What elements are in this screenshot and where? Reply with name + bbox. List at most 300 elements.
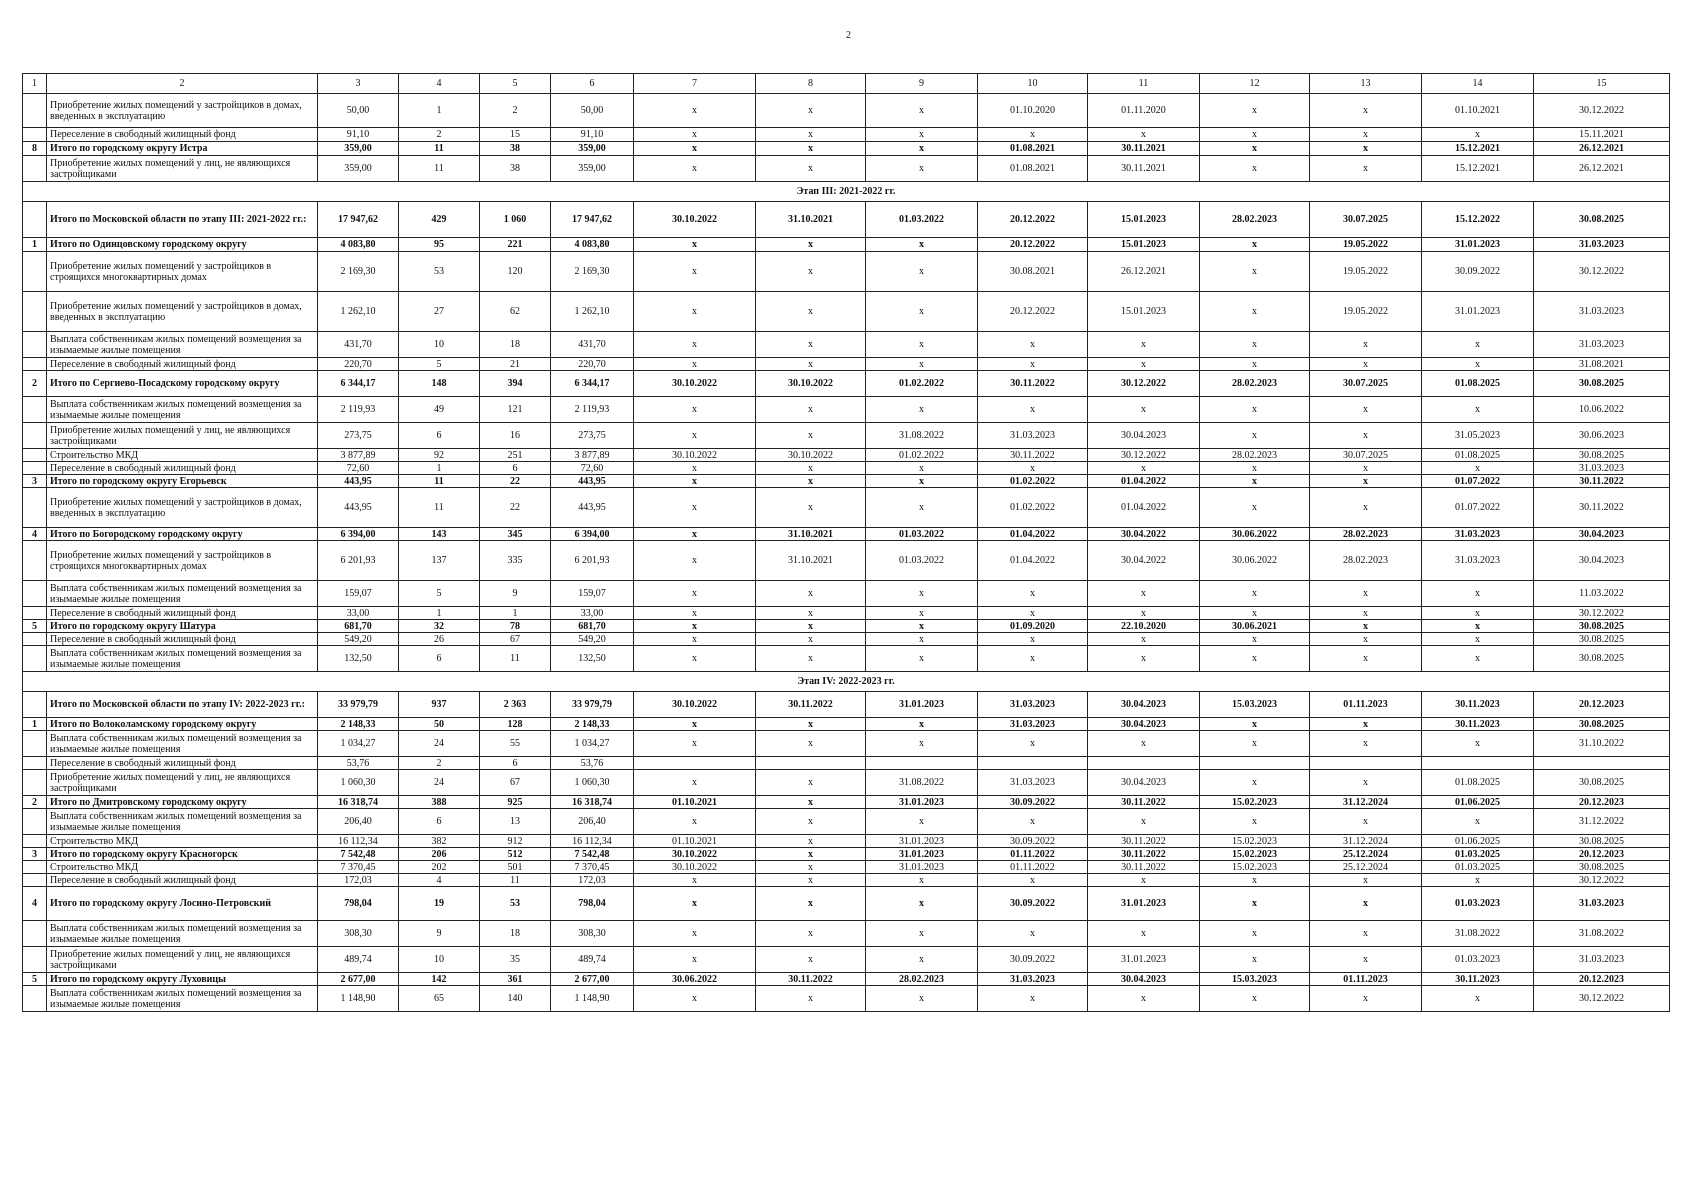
value-cell: 359,00 bbox=[551, 142, 634, 156]
value-cell: 31.12.2024 bbox=[1310, 835, 1422, 848]
value-cell: 28.02.2023 bbox=[1200, 371, 1310, 397]
value-cell: x bbox=[756, 607, 866, 620]
value-cell: 65 bbox=[399, 986, 480, 1012]
value-cell: x bbox=[1422, 620, 1534, 633]
column-number-cell: 1 bbox=[23, 74, 47, 94]
value-cell: 01.08.2025 bbox=[1422, 449, 1534, 462]
value-cell: x bbox=[866, 128, 978, 142]
value-cell: 4 bbox=[399, 874, 480, 887]
value-cell: x bbox=[978, 397, 1088, 423]
value-cell: 31.01.2023 bbox=[866, 835, 978, 848]
value-cell: x bbox=[1088, 128, 1200, 142]
row-number-cell bbox=[23, 292, 47, 332]
value-cell: x bbox=[756, 620, 866, 633]
value-cell: x bbox=[1088, 633, 1200, 646]
value-cell: 2 148,33 bbox=[551, 718, 634, 731]
value-cell: 30.08.2025 bbox=[1534, 633, 1670, 646]
value-cell: x bbox=[1088, 332, 1200, 358]
row-number-cell: 3 bbox=[23, 848, 47, 861]
value-cell: x bbox=[634, 156, 756, 182]
row-label-cell: Переселение в свободный жилищный фонд bbox=[47, 128, 318, 142]
row-label-cell: Итого по городскому округу Шатура bbox=[47, 620, 318, 633]
value-cell: 681,70 bbox=[551, 620, 634, 633]
table-row bbox=[23, 156, 1670, 182]
value-cell: x bbox=[1422, 646, 1534, 672]
value-cell: 01.03.2025 bbox=[1422, 861, 1534, 874]
value-cell: 11 bbox=[399, 142, 480, 156]
value-cell: x bbox=[1310, 156, 1422, 182]
value-cell: 31.03.2023 bbox=[1534, 887, 1670, 921]
row-label-cell: Итого по Волоколамскому городскому округу bbox=[47, 718, 318, 731]
value-cell: 49 bbox=[399, 397, 480, 423]
value-cell: x bbox=[756, 581, 866, 607]
value-cell: x bbox=[866, 581, 978, 607]
value-cell: 30.11.2022 bbox=[1088, 848, 1200, 861]
value-cell: 50,00 bbox=[318, 94, 399, 128]
value-cell: 443,95 bbox=[318, 488, 399, 528]
value-cell: x bbox=[756, 646, 866, 672]
value-cell: 4 083,80 bbox=[551, 238, 634, 252]
value-cell: 11 bbox=[480, 646, 551, 672]
value-cell: 6 bbox=[480, 462, 551, 475]
value-cell: x bbox=[1310, 358, 1422, 371]
value-cell: x bbox=[634, 94, 756, 128]
value-cell: x bbox=[756, 947, 866, 973]
value-cell: 30.04.2023 bbox=[1088, 718, 1200, 731]
value-cell: 15.02.2023 bbox=[1200, 835, 1310, 848]
value-cell: x bbox=[866, 252, 978, 292]
value-cell: 31.01.2023 bbox=[1422, 238, 1534, 252]
value-cell: 30.12.2022 bbox=[1088, 371, 1200, 397]
row-label-cell: Выплата собственникам жилых помещений возмещения за изымаемые жилые помещения bbox=[47, 986, 318, 1012]
value-cell: x bbox=[756, 848, 866, 861]
value-cell: 01.10.2021 bbox=[634, 796, 756, 809]
value-cell: x bbox=[1310, 423, 1422, 449]
value-cell: 30.12.2022 bbox=[1088, 449, 1200, 462]
table-body bbox=[23, 74, 1670, 1012]
value-cell: 19.05.2022 bbox=[1310, 292, 1422, 332]
value-cell: x bbox=[1310, 142, 1422, 156]
value-cell: x bbox=[634, 633, 756, 646]
column-number-cell: 9 bbox=[866, 74, 978, 94]
value-cell: x bbox=[634, 731, 756, 757]
value-cell: x bbox=[866, 718, 978, 731]
value-cell: 5 bbox=[399, 358, 480, 371]
value-cell: 01.09.2020 bbox=[978, 620, 1088, 633]
value-cell: 30.04.2022 bbox=[1088, 528, 1200, 541]
value-cell: 30.09.2022 bbox=[978, 835, 1088, 848]
row-number-cell bbox=[23, 462, 47, 475]
value-cell: 01.03.2022 bbox=[866, 202, 978, 238]
value-cell: x bbox=[756, 128, 866, 142]
value-cell: 30.08.2025 bbox=[1534, 202, 1670, 238]
row-label-cell: Итого по городскому округу Истра bbox=[47, 142, 318, 156]
table-row bbox=[23, 835, 1670, 848]
value-cell: 1 bbox=[399, 607, 480, 620]
value-cell: 15 bbox=[480, 128, 551, 142]
value-cell: x bbox=[1088, 581, 1200, 607]
value-cell: x bbox=[634, 581, 756, 607]
row-label-cell: Итого по городскому округу Красногорск bbox=[47, 848, 318, 861]
value-cell: x bbox=[756, 252, 866, 292]
value-cell: 30.11.2022 bbox=[978, 371, 1088, 397]
value-cell: 2 bbox=[399, 757, 480, 770]
value-cell: x bbox=[634, 718, 756, 731]
value-cell: x bbox=[1310, 462, 1422, 475]
row-number-cell bbox=[23, 607, 47, 620]
value-cell: x bbox=[634, 921, 756, 947]
value-cell: 31.03.2023 bbox=[978, 692, 1088, 718]
value-cell: x bbox=[1310, 488, 1422, 528]
value-cell: 31.01.2023 bbox=[1088, 947, 1200, 973]
value-cell: 20.12.2022 bbox=[978, 292, 1088, 332]
value-cell: x bbox=[1310, 581, 1422, 607]
value-cell: 2 bbox=[399, 128, 480, 142]
value-cell: 937 bbox=[399, 692, 480, 718]
value-cell: x bbox=[978, 332, 1088, 358]
row-number-cell bbox=[23, 581, 47, 607]
value-cell: 20.12.2023 bbox=[1534, 692, 1670, 718]
value-cell: 798,04 bbox=[318, 887, 399, 921]
value-cell: x bbox=[634, 770, 756, 796]
row-number-cell bbox=[23, 986, 47, 1012]
value-cell: 01.03.2025 bbox=[1422, 848, 1534, 861]
row-label-cell: Строительство МКД bbox=[47, 449, 318, 462]
value-cell: 6 bbox=[399, 423, 480, 449]
value-cell: x bbox=[1200, 607, 1310, 620]
row-label-cell: Приобретение жилых помещений у лиц, не являющихся застройщиками bbox=[47, 423, 318, 449]
value-cell: x bbox=[978, 731, 1088, 757]
value-cell: 148 bbox=[399, 371, 480, 397]
value-cell: x bbox=[866, 358, 978, 371]
value-cell: 143 bbox=[399, 528, 480, 541]
value-cell: 549,20 bbox=[551, 633, 634, 646]
district-total-row bbox=[23, 848, 1670, 861]
value-cell: 31.01.2023 bbox=[1422, 292, 1534, 332]
value-cell: 30.08.2025 bbox=[1534, 620, 1670, 633]
row-label-cell: Итого по Московской области по этапу IV: 2022-2023 гг.: bbox=[47, 692, 318, 718]
value-cell: 359,00 bbox=[551, 156, 634, 182]
column-number-cell: 4 bbox=[399, 74, 480, 94]
value-cell: 359,00 bbox=[318, 156, 399, 182]
value-cell: x bbox=[866, 921, 978, 947]
value-cell: 31.01.2023 bbox=[866, 692, 978, 718]
value-cell: 53 bbox=[480, 887, 551, 921]
value-cell: x bbox=[1310, 94, 1422, 128]
value-cell: 30.06.2021 bbox=[1200, 620, 1310, 633]
value-cell: 15.12.2022 bbox=[1422, 202, 1534, 238]
value-cell: 28.02.2023 bbox=[1310, 541, 1422, 581]
value-cell: 20.12.2022 bbox=[978, 238, 1088, 252]
value-cell: 30.10.2022 bbox=[634, 202, 756, 238]
value-cell: 30.08.2025 bbox=[1534, 371, 1670, 397]
value-cell: 382 bbox=[399, 835, 480, 848]
value-cell: 443,95 bbox=[318, 475, 399, 488]
value-cell: x bbox=[1200, 397, 1310, 423]
value-cell: 33 979,79 bbox=[318, 692, 399, 718]
value-cell: x bbox=[756, 874, 866, 887]
value-cell: x bbox=[1200, 718, 1310, 731]
value-cell: 30.11.2022 bbox=[1088, 796, 1200, 809]
value-cell: x bbox=[1200, 358, 1310, 371]
value-cell: 202 bbox=[399, 861, 480, 874]
value-cell: 431,70 bbox=[318, 332, 399, 358]
row-label-cell: Выплата собственникам жилых помещений возмещения за изымаемые жилые помещения bbox=[47, 646, 318, 672]
table-row bbox=[23, 332, 1670, 358]
column-number-cell: 11 bbox=[1088, 74, 1200, 94]
value-cell: 91,10 bbox=[318, 128, 399, 142]
value-cell: x bbox=[1200, 921, 1310, 947]
value-cell: 2 119,93 bbox=[318, 397, 399, 423]
row-label-cell: Строительство МКД bbox=[47, 861, 318, 874]
value-cell: x bbox=[756, 462, 866, 475]
value-cell: 6 344,17 bbox=[318, 371, 399, 397]
row-number-cell: 2 bbox=[23, 796, 47, 809]
value-cell: 30.12.2022 bbox=[1534, 252, 1670, 292]
value-cell: x bbox=[756, 718, 866, 731]
row-number-cell bbox=[23, 921, 47, 947]
value-cell: 01.06.2025 bbox=[1422, 796, 1534, 809]
value-cell: 30.04.2023 bbox=[1534, 528, 1670, 541]
value-cell: 18 bbox=[480, 921, 551, 947]
row-label-cell: Итого по Дмитровскому городскому округу bbox=[47, 796, 318, 809]
value-cell: 30.06.2023 bbox=[1534, 423, 1670, 449]
table-row bbox=[23, 358, 1670, 371]
value-cell: 20.12.2022 bbox=[978, 202, 1088, 238]
value-cell: x bbox=[634, 423, 756, 449]
value-cell: 137 bbox=[399, 541, 480, 581]
value-cell: 18 bbox=[480, 332, 551, 358]
table-row bbox=[23, 770, 1670, 796]
value-cell: x bbox=[1422, 731, 1534, 757]
value-cell: 15.01.2023 bbox=[1088, 292, 1200, 332]
value-cell: 30.04.2023 bbox=[1088, 770, 1200, 796]
table-row bbox=[23, 986, 1670, 1012]
value-cell: x bbox=[1200, 252, 1310, 292]
value-cell: x bbox=[1088, 397, 1200, 423]
value-cell: x bbox=[978, 462, 1088, 475]
value-cell: x bbox=[866, 633, 978, 646]
value-cell: 26 bbox=[399, 633, 480, 646]
value-cell: x bbox=[634, 620, 756, 633]
value-cell: 512 bbox=[480, 848, 551, 861]
value-cell: x bbox=[866, 475, 978, 488]
value-cell: 30.10.2022 bbox=[756, 371, 866, 397]
value-cell: 20.12.2023 bbox=[1534, 848, 1670, 861]
value-cell: 01.02.2022 bbox=[866, 371, 978, 397]
value-cell: 1 bbox=[480, 607, 551, 620]
value-cell: x bbox=[634, 252, 756, 292]
value-cell: 01.11.2022 bbox=[978, 848, 1088, 861]
value-cell: x bbox=[634, 607, 756, 620]
value-cell: x bbox=[634, 887, 756, 921]
value-cell: 11.03.2022 bbox=[1534, 581, 1670, 607]
value-cell: 15.02.2023 bbox=[1200, 796, 1310, 809]
row-number-cell bbox=[23, 397, 47, 423]
value-cell: 7 370,45 bbox=[551, 861, 634, 874]
value-cell: 30.06.2022 bbox=[1200, 541, 1310, 581]
value-cell: 1 060,30 bbox=[318, 770, 399, 796]
value-cell: 31.08.2022 bbox=[866, 770, 978, 796]
value-cell: 31.03.2023 bbox=[1534, 462, 1670, 475]
value-cell: 11 bbox=[480, 874, 551, 887]
value-cell: 128 bbox=[480, 718, 551, 731]
value-cell: 22 bbox=[480, 488, 551, 528]
district-total-row bbox=[23, 238, 1670, 252]
value-cell: 22 bbox=[480, 475, 551, 488]
value-cell: 30.04.2023 bbox=[1088, 423, 1200, 449]
value-cell: x bbox=[634, 238, 756, 252]
row-label-cell: Приобретение жилых помещений у лиц, не являющихся застройщиками bbox=[47, 770, 318, 796]
value-cell: x bbox=[634, 128, 756, 142]
value-cell: 206 bbox=[399, 848, 480, 861]
row-number-cell: 1 bbox=[23, 238, 47, 252]
value-cell: 31.01.2023 bbox=[866, 848, 978, 861]
row-label-cell: Приобретение жилых помещений у застройщиков в домах, введенных в эксплуатацию bbox=[47, 292, 318, 332]
value-cell: 30.11.2022 bbox=[1088, 861, 1200, 874]
row-number-cell bbox=[23, 423, 47, 449]
value-cell: 30.08.2025 bbox=[1534, 718, 1670, 731]
value-cell: 01.03.2023 bbox=[1422, 887, 1534, 921]
stage-total-row bbox=[23, 692, 1670, 718]
column-number-cell: 8 bbox=[756, 74, 866, 94]
value-cell: 30.08.2025 bbox=[1534, 449, 1670, 462]
value-cell: x bbox=[1200, 874, 1310, 887]
value-cell: x bbox=[634, 397, 756, 423]
value-cell: 01.11.2022 bbox=[978, 861, 1088, 874]
value-cell: 273,75 bbox=[318, 423, 399, 449]
value-cell: 1 060,30 bbox=[551, 770, 634, 796]
value-cell: 1 262,10 bbox=[551, 292, 634, 332]
column-number-cell: 15 bbox=[1534, 74, 1670, 94]
value-cell: 25.12.2024 bbox=[1310, 848, 1422, 861]
value-cell: x bbox=[1200, 581, 1310, 607]
value-cell: 1 148,90 bbox=[318, 986, 399, 1012]
value-cell: 681,70 bbox=[318, 620, 399, 633]
value-cell: 16 bbox=[480, 423, 551, 449]
district-total-row bbox=[23, 142, 1670, 156]
value-cell: 31.10.2021 bbox=[756, 528, 866, 541]
value-cell: x bbox=[756, 292, 866, 332]
value-cell: 3 877,89 bbox=[551, 449, 634, 462]
value-cell: 31.03.2023 bbox=[978, 973, 1088, 986]
value-cell: x bbox=[978, 986, 1088, 1012]
row-label-cell: Выплата собственникам жилых помещений возмещения за изымаемые жилые помещения bbox=[47, 731, 318, 757]
value-cell: x bbox=[1088, 809, 1200, 835]
value-cell: 31.10.2021 bbox=[756, 202, 866, 238]
value-cell: x bbox=[1310, 633, 1422, 646]
value-cell: 1 148,90 bbox=[551, 986, 634, 1012]
value-cell: 30.09.2022 bbox=[978, 796, 1088, 809]
value-cell: 132,50 bbox=[318, 646, 399, 672]
value-cell: 388 bbox=[399, 796, 480, 809]
value-cell: x bbox=[1200, 887, 1310, 921]
value-cell: 95 bbox=[399, 238, 480, 252]
value-cell: 50,00 bbox=[551, 94, 634, 128]
row-number-cell bbox=[23, 488, 47, 528]
value-cell: 2 677,00 bbox=[551, 973, 634, 986]
value-cell: x bbox=[1310, 986, 1422, 1012]
district-total-row bbox=[23, 528, 1670, 541]
value-cell: x bbox=[1422, 462, 1534, 475]
value-cell: 912 bbox=[480, 835, 551, 848]
row-label-cell: Выплата собственникам жилых помещений возмещения за изымаемые жилые помещения bbox=[47, 332, 318, 358]
value-cell: x bbox=[634, 874, 756, 887]
value-cell: 31.12.2024 bbox=[1310, 796, 1422, 809]
value-cell bbox=[1088, 757, 1200, 770]
value-cell bbox=[978, 757, 1088, 770]
value-cell: 1 034,27 bbox=[318, 731, 399, 757]
value-cell: 7 370,45 bbox=[318, 861, 399, 874]
value-cell: 16 112,34 bbox=[551, 835, 634, 848]
row-label-cell: Приобретение жилых помещений у застройщиков в строящихся многоквартирных домах bbox=[47, 252, 318, 292]
value-cell: 19 bbox=[399, 887, 480, 921]
value-cell: 10 bbox=[399, 947, 480, 973]
value-cell: x bbox=[1200, 292, 1310, 332]
value-cell: 30.11.2022 bbox=[756, 692, 866, 718]
value-cell: x bbox=[756, 475, 866, 488]
value-cell: 5 bbox=[399, 581, 480, 607]
value-cell: 01.02.2022 bbox=[978, 475, 1088, 488]
page-number: 2 bbox=[846, 30, 851, 41]
value-cell: 11 bbox=[399, 488, 480, 528]
value-cell: x bbox=[866, 462, 978, 475]
value-cell: 31.03.2023 bbox=[1534, 332, 1670, 358]
value-cell: 16 112,34 bbox=[318, 835, 399, 848]
value-cell: x bbox=[1422, 358, 1534, 371]
value-cell: 24 bbox=[399, 731, 480, 757]
value-cell: 443,95 bbox=[551, 475, 634, 488]
value-cell: x bbox=[1310, 921, 1422, 947]
value-cell: 132,50 bbox=[551, 646, 634, 672]
row-label-cell: Итого по Московской области по этапу III: 2021-2022 гг.: bbox=[47, 202, 318, 238]
value-cell: 30.04.2022 bbox=[1088, 541, 1200, 581]
value-cell: x bbox=[866, 238, 978, 252]
value-cell: 159,07 bbox=[551, 581, 634, 607]
row-number-cell bbox=[23, 156, 47, 182]
stage-header-row bbox=[23, 182, 1670, 202]
value-cell: x bbox=[756, 809, 866, 835]
value-cell: x bbox=[866, 332, 978, 358]
value-cell: 01.08.2021 bbox=[978, 142, 1088, 156]
value-cell: 6 201,93 bbox=[551, 541, 634, 581]
value-cell: x bbox=[1200, 238, 1310, 252]
value-cell: 489,74 bbox=[318, 947, 399, 973]
value-cell bbox=[1422, 757, 1534, 770]
column-number-cell: 10 bbox=[978, 74, 1088, 94]
value-cell: x bbox=[1200, 94, 1310, 128]
value-cell: 53,76 bbox=[551, 757, 634, 770]
value-cell: 30.08.2025 bbox=[1534, 646, 1670, 672]
value-cell: x bbox=[1088, 874, 1200, 887]
value-cell: 549,20 bbox=[318, 633, 399, 646]
value-cell: 01.04.2022 bbox=[1088, 475, 1200, 488]
value-cell: 38 bbox=[480, 156, 551, 182]
value-cell: x bbox=[1422, 128, 1534, 142]
value-cell: 33,00 bbox=[551, 607, 634, 620]
value-cell: x bbox=[1310, 607, 1422, 620]
value-cell: 33 979,79 bbox=[551, 692, 634, 718]
value-cell: x bbox=[1200, 128, 1310, 142]
value-cell: 308,30 bbox=[318, 921, 399, 947]
value-cell bbox=[634, 757, 756, 770]
value-cell: 30.10.2022 bbox=[634, 861, 756, 874]
value-cell: x bbox=[866, 607, 978, 620]
value-cell: 4 083,80 bbox=[318, 238, 399, 252]
value-cell: x bbox=[634, 332, 756, 358]
value-cell: 121 bbox=[480, 397, 551, 423]
value-cell: 32 bbox=[399, 620, 480, 633]
